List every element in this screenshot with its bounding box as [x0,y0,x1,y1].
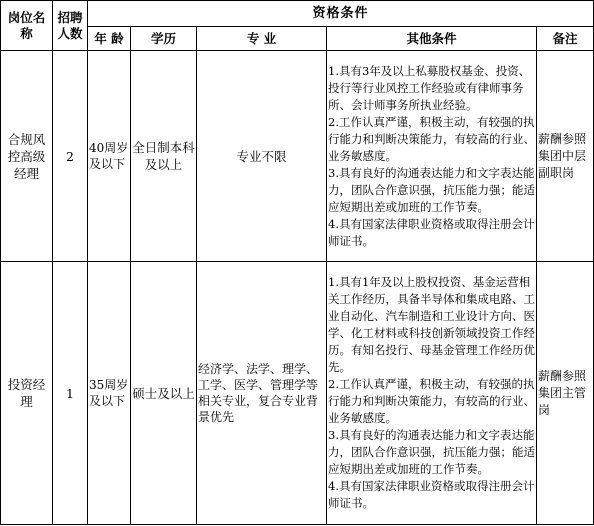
header-other: 其他条件 [327,27,537,51]
cell-requirements [327,51,537,262]
table-row [1,51,594,262]
requirement-item: 3.具有良好的沟通表达能力和文字表达能力，团队合作意识强，抗压能力强；能适应短期出差或加班的工作节奏。 [328,428,535,477]
table-row [1,262,594,525]
requirement-item: 2.工作认真严谨，积极主动，有较强的执行能力和判断决策能力，有较高的行业、业务敏感度。 [328,114,535,163]
requirement-item: 3.具有良好的沟通表达能力和文字表达能力，团队合作意识强，抗压能力强；能适应短期出差或加班的工作节奏。 [328,165,535,214]
cell-major: 专业不限 [197,51,327,262]
cell-age: 40周岁及以下 [88,51,131,262]
requirement-item: 4.具有国家法律职业资格或取得注册会计师证书。 [328,216,535,248]
cell-remark: 薪酬参照集团主管岗 [537,262,594,525]
cell-headcount: 1 [53,262,88,525]
requirement-item: 1.具有1年及以上股权投资、基金运营相关工作经历，具备半导体和集成电路、工业自动化、汽车制造和工业设计方向、医学、化工材料或科技创新领域投资工作经历。有知名投行、母基金管理工作经历优先。 [328,275,535,375]
cell-remark: 薪酬参照集团中层副职岗 [537,51,594,262]
header-position: 岗位名称 [1,1,53,51]
cell-position: 投资经理 [1,262,53,525]
header-headcount: 招聘人数 [53,1,88,51]
header-remark: 备注 [537,27,594,51]
header-age: 年 龄 [88,27,131,51]
cell-major: 经济学、法学、理学、工学、医学、管理学等相关专业，复合专业背景优先 [197,262,327,525]
cell-headcount: 2 [53,51,88,262]
requirement-item: 4.具有国家法律职业资格或取得注册会计师证书。 [328,479,535,511]
requirement-item: 2.工作认真严谨，积极主动，有较强的执行能力和判断决策能力，有较高的行业、业务敏感度。 [328,377,535,426]
cell-age: 35周岁及以下 [88,262,131,525]
cell-position: 合规风控高级经理 [1,51,53,262]
cell-education: 全日制本科及以上 [131,51,197,262]
cell-education: 硕士及以上 [131,262,197,525]
cell-requirements [327,262,537,525]
header-major: 专 业 [197,27,327,51]
header-qualifications: 资格条件 [88,1,594,27]
requirement-item: 1.具有3年及以上私募股权基金、投资、投行等行业风控工作经验或有律师事务所、会计师事务所执业经验。 [328,63,531,112]
header-education: 学历 [131,27,197,51]
